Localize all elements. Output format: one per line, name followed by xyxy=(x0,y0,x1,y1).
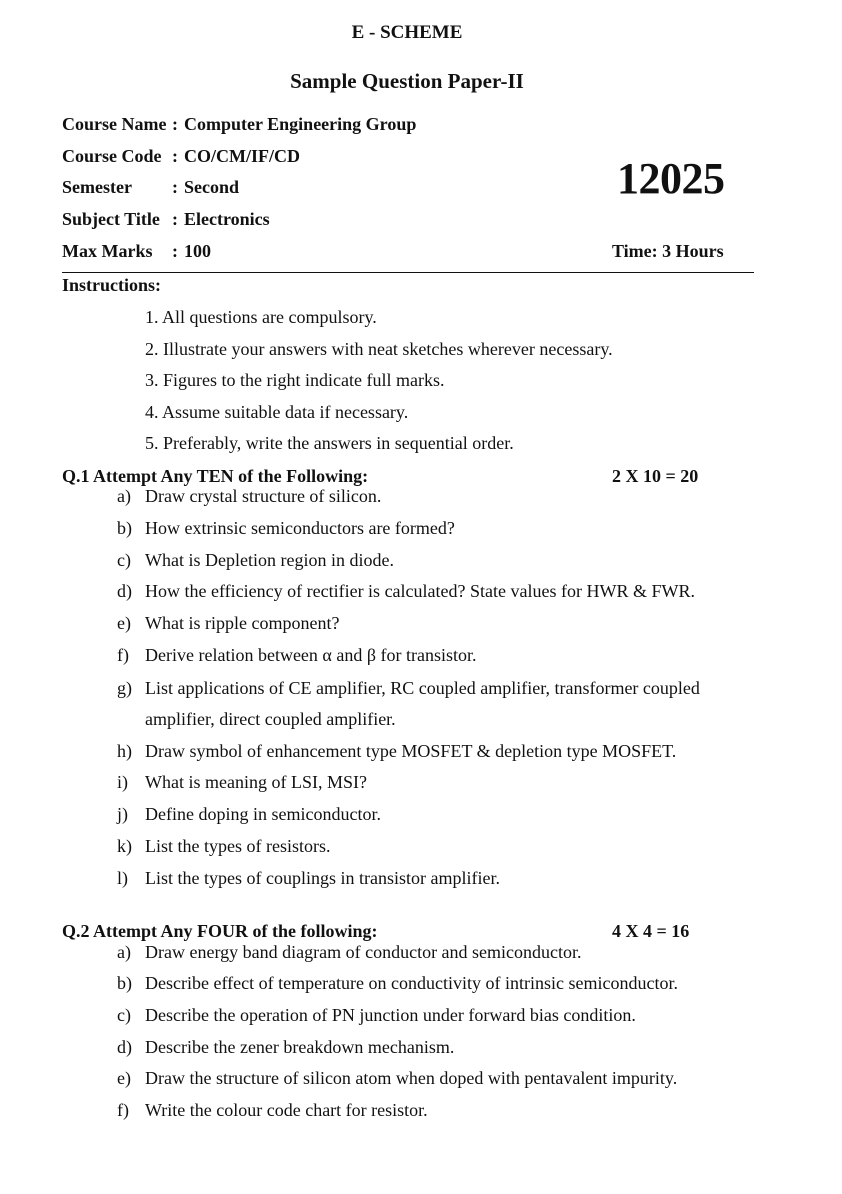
item-label: b) xyxy=(117,973,132,993)
item-label: k) xyxy=(117,836,132,856)
item-label: g) xyxy=(117,678,132,698)
item-text: Draw symbol of enhancement type MOSFET & depletion type MOSFET. xyxy=(145,741,677,761)
item-text: Describe the operation of PN junction under forward bias condition. xyxy=(145,1005,636,1025)
subject-title-label: Subject Title xyxy=(62,209,160,229)
item-text: What is meaning of LSI, MSI? xyxy=(145,772,367,792)
item-text: List the types of couplings in transistor amplifier. xyxy=(145,868,500,888)
time-duration: Time: 3 Hours xyxy=(612,241,724,261)
meta-separator: : xyxy=(172,114,178,134)
course-code-value: CO/CM/IF/CD xyxy=(184,146,300,166)
q1-marks: 2 X 10 = 20 xyxy=(612,466,699,486)
item-label: c) xyxy=(117,550,131,570)
question-item xyxy=(117,645,476,666)
item-label: c) xyxy=(117,1005,131,1025)
question-item xyxy=(117,518,455,539)
meta-separator: : xyxy=(172,177,178,197)
item-label: e) xyxy=(117,1068,131,1088)
semester-label: Semester xyxy=(62,177,132,197)
question-item xyxy=(117,741,676,762)
max-marks-value: 100 xyxy=(184,241,211,261)
header-divider xyxy=(62,272,754,273)
item-label: d) xyxy=(117,1037,132,1057)
max-marks-label: Max Marks xyxy=(62,241,153,261)
question-item xyxy=(117,836,330,857)
question-item xyxy=(117,1100,428,1121)
item-label: a) xyxy=(117,486,131,506)
item-label: f) xyxy=(117,645,129,665)
question-item xyxy=(117,772,367,793)
instruction-item: 4. Assume suitable data if necessary. xyxy=(145,402,409,422)
item-text: How extrinsic semiconductors are formed? xyxy=(145,518,455,538)
meta-separator: : xyxy=(172,209,178,229)
semester-value: Second xyxy=(184,177,240,197)
q1-heading: Q.1 Attempt Any TEN of the Following: xyxy=(62,466,369,486)
paper-title: Sample Question Paper-II xyxy=(290,69,524,93)
question-item xyxy=(117,804,381,825)
item-text: How the efficiency of rectifier is calculated? State values for HWR & FWR. xyxy=(145,581,695,601)
q2-marks: 4 X 4 = 16 xyxy=(612,921,690,941)
item-label: h) xyxy=(117,741,132,761)
instruction-item: 1. All questions are compulsory. xyxy=(145,307,377,327)
instructions-heading: Instructions: xyxy=(62,275,162,295)
scheme-heading: E - SCHEME xyxy=(351,22,463,43)
item-label: j) xyxy=(117,804,128,824)
question-item xyxy=(117,973,678,994)
instruction-item: 5. Preferably, write the answers in sequential order. xyxy=(145,433,514,453)
question-item xyxy=(117,1037,454,1058)
course-code-label: Course Code xyxy=(62,146,162,166)
item-label: b) xyxy=(117,518,132,538)
question-item xyxy=(117,678,700,699)
item-text: Draw the structure of silicon atom when doped with pentavalent impurity. xyxy=(145,1068,678,1088)
meta-separator: : xyxy=(172,241,178,261)
item-text: List applications of CE amplifier, RC coupled amplifier, transformer coupled xyxy=(145,678,700,698)
meta-separator: : xyxy=(172,146,178,166)
q2-heading: Q.2 Attempt Any FOUR of the following: xyxy=(62,921,378,941)
item-text: Define doping in semiconductor. xyxy=(145,804,381,824)
item-text: List the types of resistors. xyxy=(145,836,331,856)
item-label: f) xyxy=(117,1100,129,1120)
item-label: i) xyxy=(117,772,128,792)
question-item xyxy=(117,1005,636,1026)
instruction-item: 2. Illustrate your answers with neat sketches wherever necessary. xyxy=(145,339,613,359)
item-label: a) xyxy=(117,942,131,962)
question-item xyxy=(117,486,381,507)
question-item xyxy=(117,550,394,571)
instruction-item: 3. Figures to the right indicate full marks. xyxy=(145,370,445,390)
item-label: e) xyxy=(117,613,131,633)
item-text: Describe the zener breakdown mechanism. xyxy=(145,1037,455,1057)
item-continuation: amplifier, direct coupled amplifier. xyxy=(145,709,396,729)
subject-title-value: Electronics xyxy=(184,209,270,229)
item-text: What is ripple component? xyxy=(145,613,340,633)
item-text: What is Depletion region in diode. xyxy=(145,550,394,570)
item-label: d) xyxy=(117,581,132,601)
question-item xyxy=(117,1068,677,1089)
paper-code-number: 12025 xyxy=(617,154,725,203)
item-text: Draw energy band diagram of conductor and semiconductor. xyxy=(145,942,582,962)
item-label: l) xyxy=(117,868,128,888)
question-item xyxy=(117,868,500,889)
question-item xyxy=(117,942,582,963)
item-text: Draw crystal structure of silicon. xyxy=(145,486,382,506)
item-text: Write the colour code chart for resistor. xyxy=(145,1100,428,1120)
course-name-label: Course Name xyxy=(62,114,167,134)
course-name-value: Computer Engineering Group xyxy=(184,114,417,134)
question-item xyxy=(117,613,339,634)
question-item xyxy=(117,581,695,602)
item-text: Describe effect of temperature on conductivity of intrinsic semiconductor. xyxy=(145,973,678,993)
item-text: Derive relation between α and β for transistor. xyxy=(145,645,477,665)
